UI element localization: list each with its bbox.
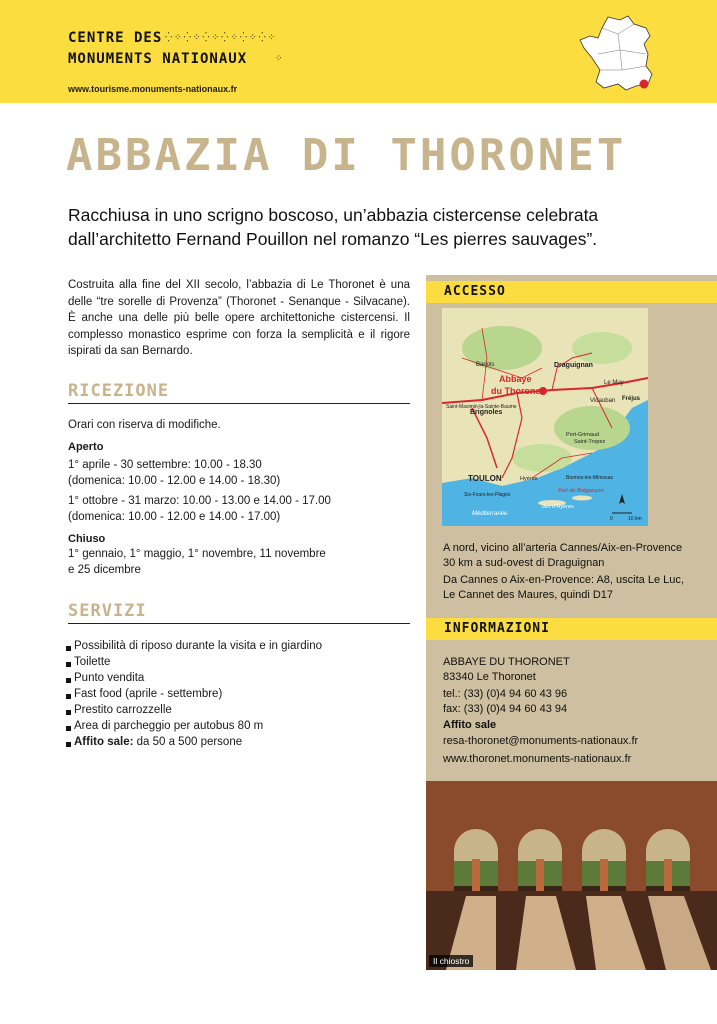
info-website[interactable]: www.thoronet.monuments-nationaux.fr — [443, 753, 632, 765]
access-line-4: Le Cannet des Maures, quindi D17 — [443, 589, 613, 601]
svg-text:Abbaye: Abbaye — [499, 374, 532, 384]
bullet-icon — [66, 726, 71, 731]
bullet-icon — [66, 742, 71, 747]
logo-line-2: MONUMENTS NATIONAUX — [68, 51, 248, 67]
svg-text:Fort de Brégançon: Fort de Brégançon — [558, 488, 604, 494]
logo-line-1: CENTRE DES — [68, 30, 163, 46]
info-fax: fax: (33) (0)4 94 60 43 94 — [443, 703, 568, 715]
svg-text:Draguignan: Draguignan — [554, 362, 593, 369]
open-period-1-sunday: (domenica: 10.00 - 12.00 e 14.00 - 18.30) — [68, 475, 281, 487]
svg-text:Fréjus: Fréjus — [622, 396, 641, 402]
logo-ornament: ⁛⁘⁛⁘⁛⁘⁛⁘⁛⁘⁛⁘ — [165, 33, 278, 43]
informazioni-header — [426, 618, 717, 640]
info-tel: tel.: (33) (0)4 94 60 43 96 — [443, 688, 568, 700]
svg-text:du Thoronet: du Thoronet — [491, 386, 544, 396]
list-item: Toilette — [66, 654, 411, 670]
list-item: Affito sale: da 50 a 500 persone — [66, 734, 411, 750]
list-item: Punto vendita — [66, 670, 411, 686]
list-item: Fast food (aprile - settembre) — [66, 686, 411, 702]
closed-dates: 1° gennaio, 1° maggio, 1° novembre, 11 novembre — [68, 548, 326, 560]
accesso-header — [426, 281, 717, 303]
cloister-photo — [426, 781, 717, 970]
list-item: Possibilità di riposo durante la visita e in giardino — [66, 638, 411, 654]
bullet-icon — [66, 662, 71, 667]
svg-text:Saint-Maximin-la-Sainte-Baume: Saint-Maximin-la-Sainte-Baume — [446, 404, 517, 410]
bullet-icon — [66, 710, 71, 715]
svg-text:Bormes-les-Mimosas: Bormes-les-Mimosas — [566, 475, 613, 481]
list-item: Area di parcheggio per autobus 80 m — [66, 718, 411, 734]
svg-text:Îles d’Hyères: Îles d’Hyères — [542, 504, 574, 510]
info-email[interactable]: resa-thoronet@monuments-nationaux.fr — [443, 735, 639, 747]
svg-text:TOULON: TOULON — [468, 474, 502, 483]
access-line-1: A nord, vicino all’arteria Cannes/Aix-en-Provence — [443, 542, 683, 554]
svg-text:Six-Fours-les-Plages: Six-Fours-les-Plages — [464, 492, 511, 498]
header-band — [0, 0, 717, 103]
logo-ornament-2: ⁘ — [275, 54, 285, 64]
svg-text:Hyères: Hyères — [520, 476, 538, 482]
page-title: ABBAZIA DI THORONET — [66, 130, 627, 181]
svg-text:Vidauban: Vidauban — [590, 398, 616, 404]
bullet-icon — [66, 678, 71, 683]
open-period-2: 1° ottobre - 31 marzo: 10.00 - 13.00 e 14.00 - 17.00 — [68, 495, 331, 507]
bullet-icon — [66, 694, 71, 699]
section-heading-ricezione: RICEZIONE — [68, 381, 410, 404]
svg-text:Brignoles: Brignoles — [470, 409, 503, 416]
section-heading-servizi: SERVIZI — [68, 601, 410, 624]
svg-text:Saint-Tropez: Saint-Tropez — [574, 439, 606, 445]
info-name: ABBAYE DU THORONET — [443, 656, 570, 668]
photo-caption: Il chiostro — [429, 955, 473, 967]
intro-paragraph: Costruita alla fine del XII secolo, l’abbazia di Le Thoronet è una delle “tre sorelle di Provenza” (Thoronet - Senanque - Silvacane). È anche una delle più belle opere architettoniche cistercensi. Il complesso monastico esprime con forza la semplicità e il rigore ispirati da san Bernardo. — [68, 279, 410, 357]
closed-dates-2: e 25 dicembre — [68, 564, 141, 576]
accesso-heading: ACCESSO — [444, 284, 506, 299]
header-url[interactable]: www.tourisme.monuments-nationaux.fr — [68, 84, 238, 94]
bullet-icon — [66, 646, 71, 651]
france-locator-map — [578, 14, 658, 96]
road-map — [442, 308, 648, 526]
open-period-2-sunday: (domenica: 10.00 - 12.00 e 14.00 - 17.00) — [68, 511, 281, 523]
services-list — [66, 638, 411, 750]
list-item: Prestito carrozzelle — [66, 702, 411, 718]
svg-text:Le Muy: Le Muy — [604, 380, 624, 386]
hours-note: Orari con riserva di modifiche. — [68, 419, 221, 431]
svg-text:Méditerranée: Méditerranée — [472, 511, 508, 517]
access-line-3: Da Cannes o Aix-en-Provence: A8, uscita Le Luc, — [443, 574, 684, 586]
page-subtitle: Racchiusa in uno scrigno boscoso, un’abbazia cistercense celebrata dall’architetto Fernand Pouillon nel romanzo “Les pierres sauvages”. — [68, 205, 599, 249]
info-address: 83340 Le Thoronet — [443, 671, 536, 683]
location-marker — [640, 80, 649, 89]
svg-text:0: 0 — [610, 516, 613, 522]
access-line-2: 30 km a sud-ovest di Draguignan — [443, 557, 605, 569]
closed-label: Chiuso — [68, 533, 106, 545]
informazioni-heading: INFORMAZIONI — [444, 621, 550, 636]
svg-text:10 km: 10 km — [628, 516, 642, 522]
open-label: Aperto — [68, 441, 104, 453]
svg-text:Barjols: Barjols — [476, 362, 495, 368]
open-period-1: 1° aprile - 30 settembre: 10.00 - 18.30 — [68, 459, 262, 471]
svg-text:Port-Grimaud: Port-Grimaud — [566, 432, 600, 438]
info-rental-label: Affito sale — [443, 719, 497, 731]
